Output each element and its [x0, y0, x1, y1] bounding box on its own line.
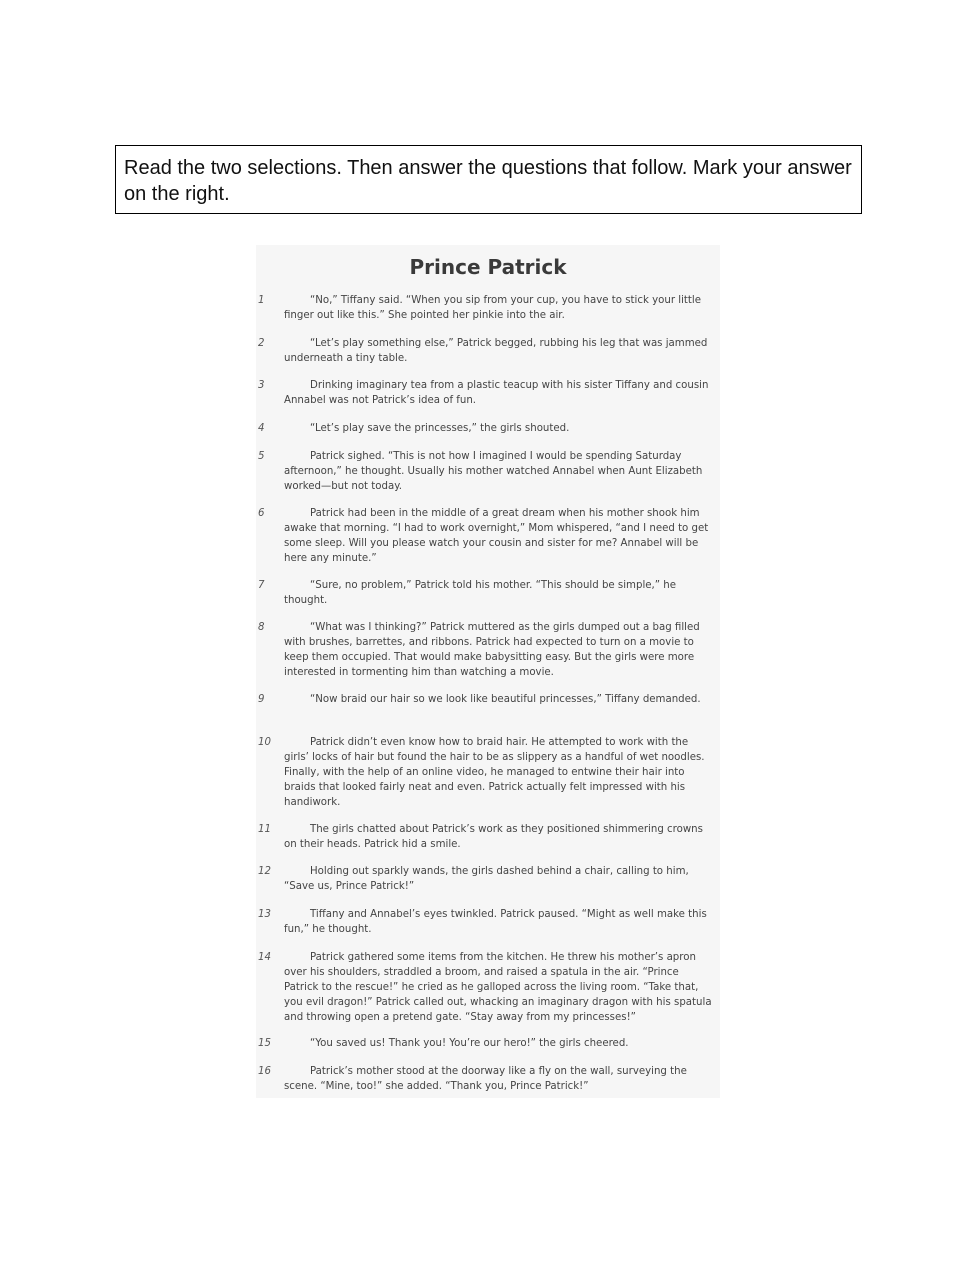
paragraph-number: 16: [258, 1066, 271, 1077]
paragraph-text: Patrick’s mother stood at the doorway like a fly on the wall, surveying the scene. “Mine, too!” she added. “Thank you, Prince Patrick!”: [284, 1066, 687, 1092]
paragraph-number: 7: [258, 580, 265, 591]
paragraph-text: “Let’s play something else,” Patrick begged, rubbing his leg that was jammed underneath a tiny table.: [284, 338, 708, 364]
paragraph-number: 6: [258, 508, 265, 519]
paragraph-text: “Now braid our hair so we look like beautiful princesses,” Tiffany demanded.: [310, 694, 701, 705]
paragraph-text: Patrick gathered some items from the kitchen. He threw his mother’s apron over his shoulders, straddled a broom, and raised a spatula in the air. “Prince Patrick to the rescue!” he cried as he galloped across the living room. “Take that, you evil dragon!” Patrick called out, whacking an imaginary dragon with his spatula and throwing open a pretend gate. “Stay away from my princesses!”: [284, 952, 712, 1023]
paragraph-text: The girls chatted about Patrick’s work as they positioned shimmering crowns on their heads. Patrick hid a smile.: [284, 824, 703, 850]
paragraph-text: “Sure, no problem,” Patrick told his mother. “This should be simple,” he thought.: [284, 580, 677, 606]
paragraph-text: Patrick didn’t even know how to braid hair. He attempted to work with the girls’ locks of hair but found the hair to be as slippery as a handful of wet noodles. Finally, with the help of an online video, he managed to entwine their hair into braids that looked fairly neat and even. Patrick actually felt impressed with his handiwork.: [284, 737, 705, 808]
paragraph-number: 10: [258, 737, 271, 748]
paragraph-text: Tiffany and Annabel’s eyes twinkled. Patrick paused. “Might as well make this fun,” he thought.: [284, 909, 707, 935]
passage-image: [256, 245, 720, 1098]
paragraph-number: 2: [258, 338, 265, 349]
paragraph-number: 1: [258, 295, 265, 306]
paragraph-text: Patrick sighed. “This is not how I imagined I would be spending Saturday afternoon,” he thought. Usually his mother watched Annabel when Aunt Elizabeth worked—but not today.: [284, 451, 703, 492]
paragraph-number: 11: [258, 824, 271, 835]
passage-title: Prince Patrick: [409, 255, 567, 279]
paragraph-text: “You saved us! Thank you! You’re our hero!” the girls cheered.: [310, 1038, 629, 1049]
paragraph-number: 4: [258, 423, 265, 434]
paragraph-text: “What was I thinking?” Patrick muttered as the girls dumped out a bag filled with brushes, barrettes, and ribbons. Patrick had expected to turn on a movie to keep them occupied. That would make babysitting easy. But the girls were more interested in tormenting him than watching a movie.: [284, 622, 700, 678]
paragraph-number: 14: [258, 952, 271, 963]
paragraph-text: Patrick had been in the middle of a great dream when his mother shook him awake that morning. “I had to work overnight,” Mom whispered, “and I need to get some sleep. Will you please watch your cousin and sister for me? Annabel will be here any minute.”: [284, 508, 709, 564]
paragraph-text: Drinking imaginary tea from a plastic teacup with his sister Tiffany and cousin Annabel was not Patrick’s idea of fun.: [284, 380, 709, 406]
paragraph-number: 15: [258, 1038, 271, 1049]
instructions-box: [115, 145, 862, 214]
instructions-text: Read the two selections. Then answer the questions that follow. Mark your answer on the right.: [124, 157, 852, 205]
paragraph-text: “Let’s play save the princesses,” the girls shouted.: [310, 423, 570, 434]
paragraph-number: 13: [258, 909, 271, 920]
paragraph-text: “No,” Tiffany said. “When you sip from your cup, you have to stick your little finger out like this.” She pointed her pinkie into the air.: [284, 295, 702, 321]
paragraph-number: 3: [258, 380, 265, 391]
paragraph-number: 9: [258, 694, 265, 705]
paragraph-number: 8: [258, 622, 265, 633]
paragraph-text: Holding out sparkly wands, the girls dashed behind a chair, calling to him, “Save us, Prince Patrick!”: [284, 866, 689, 892]
paragraph-number: 5: [258, 451, 265, 462]
paragraph-number: 12: [258, 866, 271, 877]
